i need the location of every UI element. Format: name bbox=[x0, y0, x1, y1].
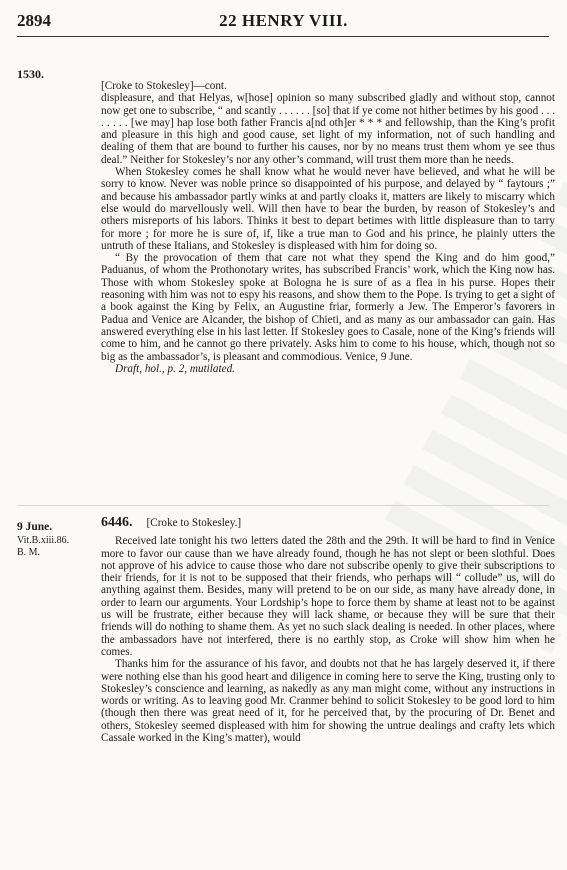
page-number: 2894 bbox=[17, 11, 51, 30]
entry-6446 bbox=[101, 517, 555, 744]
running-title: 22 HENRY VIII. bbox=[219, 11, 348, 30]
paragraph: “ By the provocation of them that care not what they spend the King and do him good,” Paduanus, of whom the Prothonotary writes, has subscribed Francis’ work, which the King now has. Those with whom Stokesley spoke at Bologna he is sure of as a flea in his purse. Hopes their reasoning with him was not to espy his reasons, and show them to the Pope. Is trying to get a sight of a book against the King by Felix, an Augustine friar, formerly a Jew. The Emperor’s favorers in Padua and Venice are Alcander, the bishop of Chieti, and as many as our ambassador can gain. Has answered everything else in his last letter. If Stokesley goes to Casale, none of the King’s friends will come to him, and he cannot go there privately. Asks him to come to his house, which, though not so big as the ambassador’s, is pleasant and commodious. Venice, 9 June. bbox=[101, 252, 555, 363]
document-number: 6446. bbox=[101, 515, 133, 530]
repository-reference: B. M. bbox=[17, 547, 41, 558]
manuscript-reference: Vit.B.xiii.86. bbox=[17, 535, 70, 546]
source-note bbox=[101, 363, 555, 375]
entry-divider bbox=[17, 505, 549, 506]
entry-heading: [Croke to Stokesley]—cont. bbox=[101, 80, 227, 92]
entry-heading: [Croke to Stokesley.] bbox=[146, 517, 242, 529]
paragraph: Thanks him for the assurance of his favor, and doubts not that he has largely deserved it, if there were nothing else than his good heart and diligence in coming here to serve the King, trusting only to Stokesley’s conscience and learning, as nakedly as any man might come, without any instructions in words or writing. As to leaving good Mr. Cranmer behind to solicit Stokesley to be good lord to him (though then there was great need of it, for he perceived that, by the procuring of Dr. Benet and others, Stokesley seemed displeased with him for showing the untrue dealings and crafty lets which Cassale worked in the King’s matter), would bbox=[101, 658, 555, 745]
paragraph: displeasure, and that Helyas, w[hose] opinion so many subscribed gladly and without stop, cannot now get one to subscribe, “ and scantly . . . . . . [so] that if ye come not hither betimes by his good . . . . . . . . [we may] hap lose both father Francis a[nd oth]er * * * and fellowship, than the King’s profit and pleasure in this high and good cause, set light of my information, not of such handling and dealing of them that are bound to further his causes, nor by no means trust them whom ye see thus deal.” Neither for Stokesley’s nor any other’s command, will trust them more than he needs. bbox=[101, 92, 555, 166]
paragraph: When Stokesley comes he shall know what he would never have believed, and what he will be sorry to know. Never was noble prince so disappointed of his purpose, and delayed by “ faytours ;” and because his ambassador partly winks at and partly cloaks it, matters are likely to miscarry which else would do marvellously well. Will then have to bear the burden, by reason of Stokesley’s and others misreports of his labors. Thinks it best to depart betimes with little displeasure than to tarry for more ; for more he is sure of, if, like a true man to God and his prince, he plainly utters the untruth of these Italians, and Stokesley is displeased with him for doing so. bbox=[101, 166, 555, 252]
margin-year: 1530. bbox=[17, 67, 44, 81]
entry-6445 bbox=[101, 80, 555, 375]
entry-heading-line bbox=[101, 517, 555, 529]
margin-date: 9 June. bbox=[17, 521, 53, 533]
margin-reference bbox=[17, 535, 69, 559]
header-rule bbox=[17, 36, 549, 37]
source-note-text: Draft, hol., p. 2, mutilated. bbox=[115, 362, 235, 375]
paragraph: Received late tonight his two letters dated the 28th and the 29th. It will be hard to find in Venice more to favor our cause than we have already found, though he has not slept or been slothful. Does not approve of his advice to cause those who dare not subscribe openly to give their subscriptions to their friends, for it is not to be supposed that their friends, who perhaps will “ collude” us, will do anything against them. Besides, many will pretend to be on our side, as many have already done, in order to learn our arguments. Your Lordship’s hope to force them by shame at least not to be against us will be frustrate, either because they will lack shame, or because they will be sure that their friends will do nothing to shame them. As yet no such slack dealing is needed. In other places, where the ambassadors have not interfered, there is no earthly stop, as Croke will show him when he comes. bbox=[101, 535, 555, 658]
